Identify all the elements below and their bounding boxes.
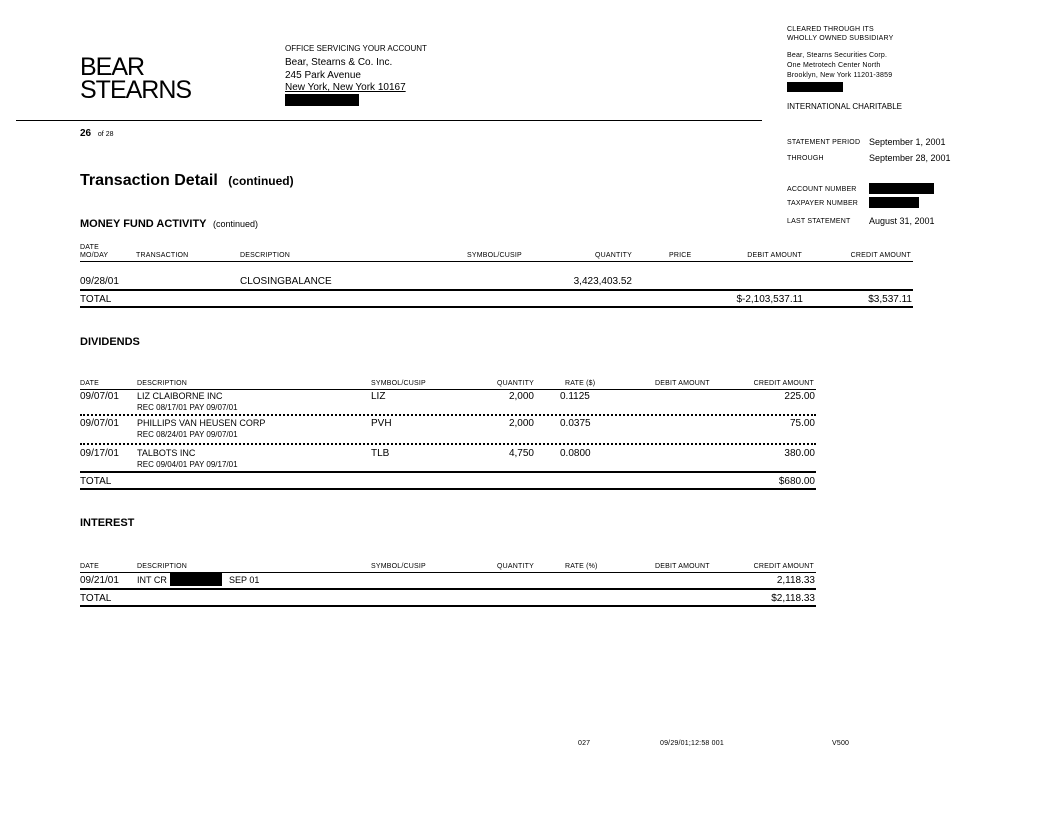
div-row-separator xyxy=(80,414,816,416)
clearing-corp: Bear, Stearns Securities Corp. xyxy=(787,52,888,59)
mf-header-description: DESCRIPTION xyxy=(240,252,291,259)
div-total-credit: $680.00 xyxy=(778,476,815,487)
int-total-rule-top xyxy=(80,588,816,590)
mf-header-symbol: SYMBOL/CUSIP xyxy=(467,252,522,259)
div-row-date: 09/07/01 xyxy=(80,391,119,402)
div-row-credit: 225.00 xyxy=(784,391,815,402)
mf-total-rule-bottom xyxy=(80,306,913,308)
office-street: 245 Park Avenue xyxy=(285,70,361,81)
mf-total-rule-top xyxy=(80,289,913,291)
div-row-separator xyxy=(80,443,816,445)
logo-line-1: BEAR xyxy=(80,53,145,81)
div-header-description: DESCRIPTION xyxy=(137,380,188,387)
int-total-credit: $2,118.33 xyxy=(771,593,815,604)
redaction-taxpayer-number xyxy=(869,197,919,208)
statement-period-value: September 1, 2001 xyxy=(869,137,946,147)
title-sub: (continued) xyxy=(228,174,294,188)
office-name: Bear, Stearns & Co. Inc. xyxy=(285,57,393,68)
statement-period-label: STATEMENT PERIOD xyxy=(787,139,861,146)
div-total-rule-bottom xyxy=(80,488,816,490)
bear-stearns-logo xyxy=(80,53,192,104)
page-number: 26 xyxy=(80,128,92,139)
div-row-sub: REC 08/17/01 PAY 09/07/01 xyxy=(137,403,238,412)
office-heading: OFFICE SERVICING YOUR ACCOUNT xyxy=(285,44,427,53)
footer-timestamp: 09/29/01;12:58 001 xyxy=(660,740,724,747)
through-label: THROUGH xyxy=(787,155,824,162)
div-header-rate: RATE ($) xyxy=(565,380,596,387)
money-fund-heading xyxy=(80,214,258,232)
clearing-line-2: WHOLLY OWNED SUBSIDIARY xyxy=(787,35,894,42)
div-row-quantity: 4,750 xyxy=(508,448,534,459)
last-statement-value: August 31, 2001 xyxy=(869,216,935,226)
logo-line-2: STEARNS xyxy=(80,76,192,104)
div-row-quantity: 2,000 xyxy=(508,391,534,402)
div-row-quantity: 2,000 xyxy=(508,418,534,429)
int-total-rule-bottom xyxy=(80,605,816,607)
div-row-description: LIZ CLAIBORNE INC xyxy=(137,391,223,401)
office-city: New York, New York 10167 xyxy=(285,82,406,93)
footer-code-1: 027 xyxy=(578,740,591,747)
clearing-line-1: CLEARED THROUGH ITS xyxy=(787,26,874,33)
int-row-date: 09/21/01 xyxy=(80,575,119,586)
mf-total-debit: $-2,103,537.11 xyxy=(736,294,803,305)
div-row-rate: 0.1125 xyxy=(560,391,590,402)
div-row-rate: 0.0800 xyxy=(560,448,591,459)
div-row-description: PHILLIPS VAN HEUSEN CORP xyxy=(137,418,266,428)
redaction-clearing xyxy=(787,82,843,92)
div-header-credit: CREDIT AMOUNT xyxy=(753,380,814,387)
div-row-symbol: LIZ xyxy=(371,391,386,402)
mf-row-description: CLOSINGBALANCE xyxy=(240,276,332,287)
redaction-office xyxy=(285,94,359,106)
int-row-description-suffix: SEP 01 xyxy=(229,575,260,585)
int-header-description: DESCRIPTION xyxy=(137,563,188,570)
page-title xyxy=(80,172,294,190)
mf-header-date: MO/DAY xyxy=(80,252,109,259)
div-row-date: 09/17/01 xyxy=(80,448,119,459)
div-row-date: 09/07/01 xyxy=(80,418,119,429)
mf-row-date: 09/28/01 xyxy=(80,276,119,287)
div-total-rule-top xyxy=(80,471,816,473)
mf-row-quantity: 3,423,403.52 xyxy=(573,276,632,287)
int-row-description: INT CR xyxy=(137,575,167,585)
int-header-credit: CREDIT AMOUNT xyxy=(753,563,814,570)
div-row-symbol: TLB xyxy=(371,448,390,459)
div-row-sub: REC 08/24/01 PAY 09/07/01 xyxy=(137,430,238,439)
interest-heading: INTEREST xyxy=(80,517,135,529)
money-fund-title: MONEY FUND ACTIVITY xyxy=(80,218,207,230)
page-of: of 28 xyxy=(97,131,114,138)
mf-header-date-top: DATE xyxy=(80,244,99,251)
clearing-street: One Metrotech Center North xyxy=(787,62,881,69)
money-fund-title-sub: (continued) xyxy=(212,219,258,229)
mf-total-credit: $3,537.11 xyxy=(868,294,912,305)
mf-total-label: TOTAL xyxy=(80,294,112,305)
div-header-debit: DEBIT AMOUNT xyxy=(655,380,710,387)
taxpayer-number-label: TAXPAYER NUMBER xyxy=(787,200,859,207)
mf-header-price: PRICE xyxy=(669,252,692,259)
div-row-sub: REC 09/04/01 PAY 09/17/01 xyxy=(137,460,238,469)
clearing-city: Brooklyn, New York 11201-3859 xyxy=(787,72,893,79)
int-header-date: DATE xyxy=(80,563,99,570)
div-header-date: DATE xyxy=(80,380,99,387)
page-indicator xyxy=(80,128,113,139)
mf-header-rule xyxy=(80,261,913,262)
account-name: INTERNATIONAL CHARITABLE xyxy=(787,102,902,111)
div-row-credit: 75.00 xyxy=(789,418,815,429)
int-total-label: TOTAL xyxy=(80,593,112,604)
div-header-rule xyxy=(80,389,816,390)
int-header-quantity: QUANTITY xyxy=(497,563,534,570)
mf-header-transaction: TRANSACTION xyxy=(136,252,189,259)
footer-code-2: V500 xyxy=(832,740,850,747)
dividends-heading: DIVIDENDS xyxy=(80,336,140,348)
last-statement-label: LAST STATEMENT xyxy=(787,218,851,225)
mf-header-credit: CREDIT AMOUNT xyxy=(850,252,911,259)
div-row-rate: 0.0375 xyxy=(560,418,591,429)
through-value: September 28, 2001 xyxy=(869,153,951,163)
account-number-label: ACCOUNT NUMBER xyxy=(787,186,857,193)
header-divider xyxy=(16,120,762,121)
div-total-label: TOTAL xyxy=(80,476,112,487)
int-row-credit: 2,118.33 xyxy=(776,575,815,586)
int-header-debit: DEBIT AMOUNT xyxy=(655,563,710,570)
div-row-credit: 380.00 xyxy=(784,448,815,459)
redaction-interest-account xyxy=(170,573,222,586)
div-row-symbol: PVH xyxy=(371,418,392,429)
int-header-symbol: SYMBOL/CUSIP xyxy=(371,563,426,570)
title-main: Transaction Detail xyxy=(80,172,218,189)
div-header-symbol: SYMBOL/CUSIP xyxy=(371,380,426,387)
int-header-rate: RATE (%) xyxy=(565,563,598,570)
div-header-quantity: QUANTITY xyxy=(497,380,534,387)
div-row-description: TALBOTS INC xyxy=(137,448,196,458)
mf-header-debit: DEBIT AMOUNT xyxy=(747,252,802,259)
mf-header-quantity: QUANTITY xyxy=(595,252,632,259)
redaction-account-number xyxy=(869,183,934,194)
